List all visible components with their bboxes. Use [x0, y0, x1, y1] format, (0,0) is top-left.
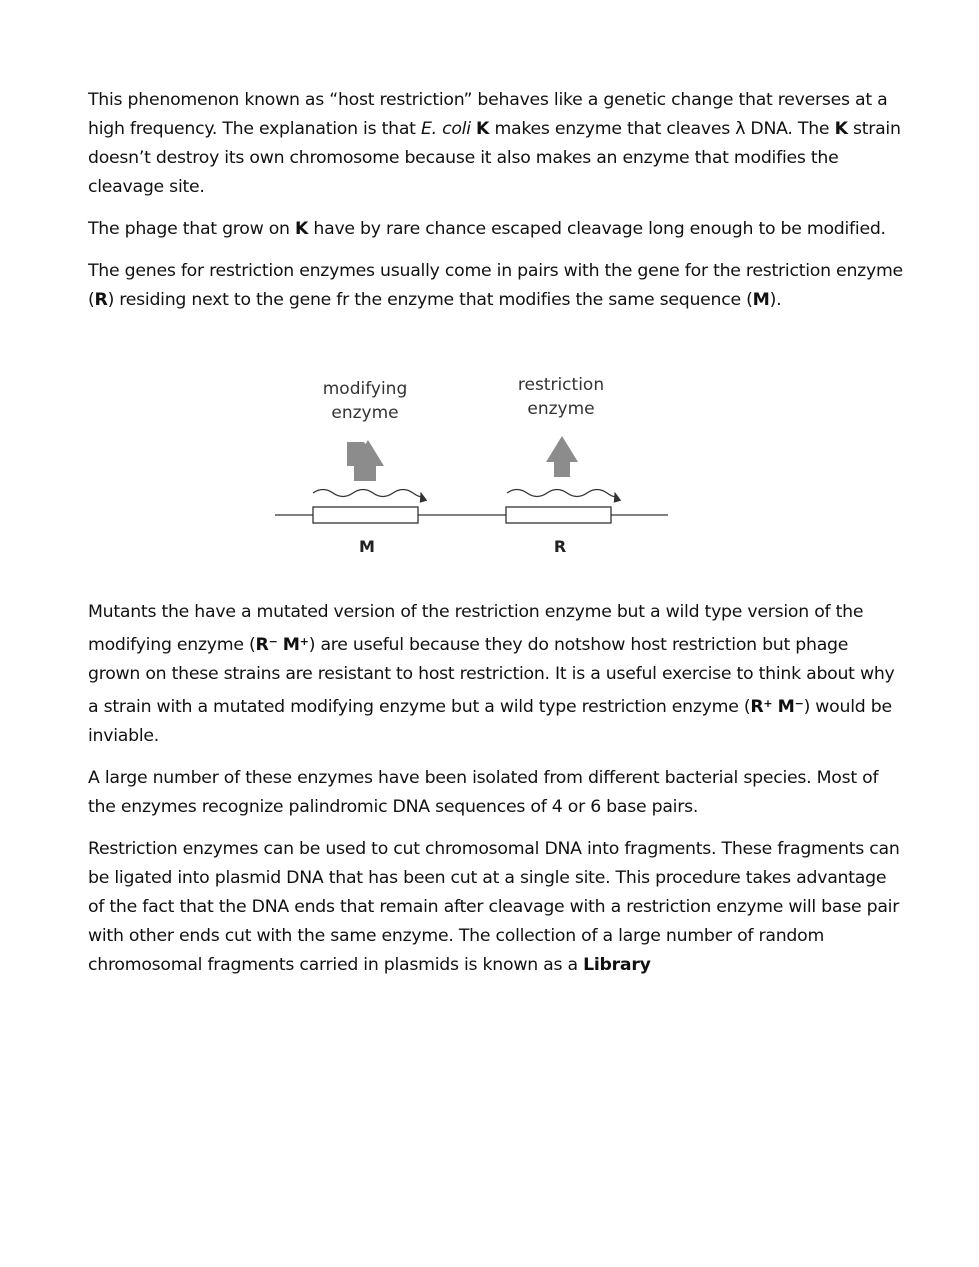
text: ) residing next to the gene fr the enzyme that modifies the same sequence (: [107, 290, 753, 310]
gene-r-box: [506, 507, 611, 523]
gene-r-label: R: [553, 537, 567, 556]
restriction-arrow-icon: [546, 436, 578, 477]
gene-m-label: M: [359, 537, 375, 556]
text: Mutants the have a mutated version of the restriction enzyme but a wild type version of the modifying enzyme (: [88, 602, 864, 655]
paragraph-phage-growth: [88, 215, 903, 244]
text: Restriction enzymes can be used to cut chromosomal DNA into fragments. These fragments can be ligated into plasmid DNA that has been cut at a single site. This procedure takes advantage of the fact that the DNA ends that remain after cleavage with a restriction enzyme will base pair with other ends cut with the same enzyme. The collection of a large number of random chromosomal fragments carried in plasmids is known as a: [88, 839, 900, 975]
text: This phenomenon known as “host restriction” behaves like a genetic change that reverses at a high frequency. The explanation is that: [88, 90, 888, 139]
gene-r: R: [94, 290, 108, 310]
transcript-r-icon: [507, 490, 615, 497]
genotype-r: R: [750, 697, 764, 717]
genotype-m: M: [282, 635, 300, 655]
text: DNA. The: [745, 119, 835, 139]
genotype-r-sup: −: [268, 635, 278, 648]
text: ).: [769, 290, 782, 310]
strain-k: K: [295, 219, 309, 239]
genotype-m: M: [777, 697, 795, 717]
text: The genes for restriction enzymes usually come in pairs with the gene for the restriction enzyme (: [88, 261, 903, 310]
modifying-enzyme-label-line1: modifying: [322, 379, 408, 399]
modifying-enzyme-label-line2: enzyme: [331, 403, 399, 423]
transcript-m-icon: [313, 490, 421, 497]
paragraph-host-restriction: [88, 86, 903, 202]
genotype-r-sup: +: [763, 697, 773, 710]
gene-diagram: [88, 328, 903, 598]
strain-k: K: [476, 119, 490, 139]
restriction-enzyme-label-line2: enzyme: [527, 399, 595, 419]
genotype-m-sup: −: [794, 697, 804, 710]
genotype-r: R: [255, 635, 269, 655]
text: The phage that grow on: [88, 219, 295, 239]
text: ) would be inviable.: [88, 697, 892, 746]
paragraph-library: [88, 835, 903, 980]
paragraph-mutants: [88, 598, 903, 751]
strain-k: K: [834, 119, 848, 139]
species-name: E. coli: [420, 119, 471, 139]
text: have by rare chance escaped cleavage long enough to be modified.: [308, 219, 886, 239]
gene-diagram-svg: [88, 328, 903, 598]
restriction-enzyme-label-line1: restriction: [517, 375, 605, 395]
text: ) are useful because they do notshow host restriction but phage grown on these strains are resistant to host restriction. It is a useful exercise to think about why a strain with a mutated modifying enzyme but a wild type restriction enzyme (: [88, 635, 895, 717]
library-term: Library: [583, 955, 651, 975]
gene-m: M: [752, 290, 770, 310]
document-page: [88, 86, 903, 993]
paragraph-gene-pairs: [88, 257, 903, 315]
genotype-m-sup: +: [299, 635, 309, 648]
paragraph-enzyme-diversity: A large number of these enzymes have been isolated from different bacterial species. Most of the enzymes recognize palindromic DNA sequences of 4 or 6 base pairs.: [88, 768, 879, 817]
text: strain doesn’t destroy its own chromosome because it also makes an enzyme that modifies the cleavage site.: [88, 119, 901, 197]
lambda-symbol: λ: [735, 119, 746, 139]
text: makes enzyme that cleaves: [489, 119, 736, 139]
gene-m-box: [313, 507, 418, 523]
